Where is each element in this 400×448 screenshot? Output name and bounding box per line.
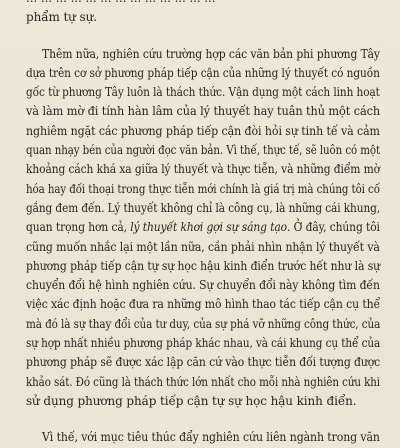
text-line	[0, 353, 400, 372]
line-text: dựa trên cơ sở phương pháp tiếp cận của những lý thuyết có nguồn	[26, 65, 380, 80]
line-text: cũng muốn nhắc lại một lần nữa, cần phải nhìn nhận lý thuyết và	[26, 239, 380, 254]
line-text: phẩm tự sự.	[26, 10, 97, 25]
text-line	[0, 0, 400, 8]
line-text: khảo sát. Đó cũng là thách thức lớn nhất cho mỗi nhà nghiên cứu khi	[26, 374, 380, 389]
text-line	[0, 141, 400, 160]
text-line	[0, 315, 400, 334]
line-text	[26, 218, 380, 237]
line-text: phương pháp sẽ được xác lập căn cứ vào thực tiễn đối tượng được	[26, 355, 381, 370]
line-text: việc xác định hoặc đưa ra những mô hình thao tác tiếp cận cụ thể	[26, 297, 381, 312]
paragraph	[0, 45, 400, 412]
text-line	[0, 122, 400, 141]
paragraph	[0, 428, 400, 447]
italic-phrase: lý thuyết khơi gợi sự sáng tạo	[130, 220, 288, 235]
paragraph-gap	[0, 411, 400, 428]
text-line	[0, 276, 400, 295]
text-run: quan trọng hơn cả,	[26, 220, 131, 235]
line-text: hóa hay đối thoại trong thực tiễn mới chính là giá trị mà chúng tôi cố	[26, 181, 380, 196]
line-text: gắng đem đến. Lý thuyết không chỉ là công cụ, là những cái khung,	[26, 200, 381, 215]
line-text: mà đó là sự thay đổi của tư duy, của sự phá vỡ những công thức, của	[26, 316, 381, 331]
line-text: Vì thế, với mục tiêu thúc đẩy nghiên cứu liên ngành trong văn	[42, 430, 380, 445]
text-line	[0, 199, 400, 218]
text-line	[0, 373, 400, 392]
line-text: phương pháp tiếp cận tự sự học hậu kinh điển trước hết như là sự	[26, 258, 381, 273]
line-text: nghiêm ngặt các phương pháp tiếp cận đòi hỏi sự tinh tế và cảm	[26, 123, 380, 138]
text-line	[0, 160, 400, 179]
text-run: . Ở đây, chúng tôi	[287, 220, 380, 235]
text-line	[0, 83, 400, 102]
line-text: chuyển đổi hệ hình nghiên cứu. Sự chuyển đổi này không tìm đến	[26, 278, 380, 293]
text-line	[0, 392, 400, 411]
line-text: và làm mờ đi tính hàn lâm của lý thuyết hay tuân thủ một cách	[26, 104, 381, 119]
line-text: sử dụng phương pháp tiếp cận tự sự học hậu kinh điển.	[26, 393, 357, 408]
line-text: gốc từ phương Tây luôn là thách thức. Vận dụng một cách linh hoạt	[26, 85, 380, 100]
text-line	[0, 238, 400, 257]
text-line	[0, 218, 400, 237]
text-line	[0, 8, 400, 27]
text-line	[0, 180, 400, 199]
text-line	[0, 45, 400, 64]
text-line	[0, 102, 400, 121]
line-text: khoảng cách khá xa giữa lý thuyết và thực tiễn, và những điểm mờ	[26, 162, 380, 177]
line-text: Thêm nữa, nghiên cứu trường hợp các văn bản phi phương Tây	[42, 46, 380, 61]
paragraph	[0, 0, 400, 28]
text-line	[0, 64, 400, 83]
text-line	[0, 428, 400, 447]
line-text: quan nhạy bén của người đọc văn bản. Vì thế, thực tế, sẽ luôn có một	[26, 143, 380, 158]
line-text	[26, 0, 215, 8]
text-line	[0, 257, 400, 276]
text-line	[0, 334, 400, 353]
line-text: sự hợp nhất nhiều phương pháp khác nhau, và cái khung cụ thể của	[26, 336, 381, 351]
text-line	[0, 295, 400, 314]
paragraph-gap	[0, 28, 400, 45]
